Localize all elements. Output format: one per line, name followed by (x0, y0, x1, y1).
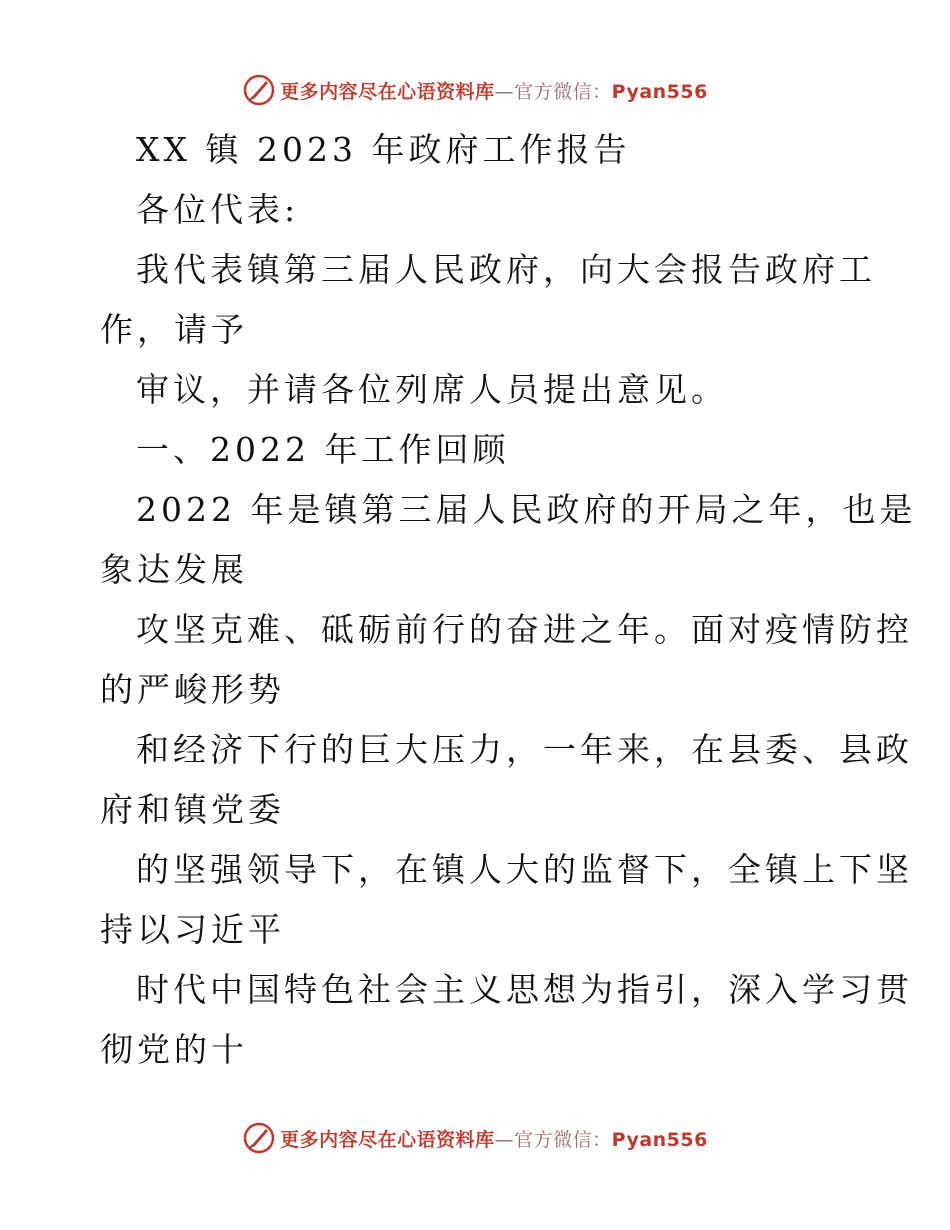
doc-line-15: 时代中国特色社会主义思想为指引，深入学习贯 (136, 970, 913, 1009)
doc-line-11: 和经济下行的巨大压力，一年来，在县委、县政 (136, 730, 913, 769)
watermark-site: 更多内容尽在心语资料库 (280, 1128, 495, 1151)
watermark-site: 更多内容尽在心语资料库 (280, 80, 495, 103)
doc-line-12: 府和镇党委 (100, 790, 285, 829)
watermark-wechat-label: 官方微信： (514, 80, 612, 103)
doc-line-3: 我代表镇第三届人民政府，向大会报告政府工 (136, 250, 876, 289)
watermark-dash: — (494, 80, 515, 103)
watermark-text (280, 77, 708, 104)
doc-line-8: 象达发展 (100, 550, 248, 589)
watermark-wechat-label: 官方微信： (514, 1128, 612, 1151)
doc-line-10: 的严峻形势 (100, 670, 285, 709)
doc-line-1: XX 镇 2023 年政府工作报告 (136, 130, 631, 169)
doc-line-6: 一、2022 年工作回顾 (136, 430, 510, 469)
quill-logo-icon (242, 1121, 276, 1155)
document-body (100, 120, 917, 1080)
doc-line-16: 彻党的十 (100, 1030, 248, 1069)
doc-line-7: 2022 年是镇第三届人民政府的开局之年，也是 (136, 490, 917, 529)
doc-line-9: 攻坚克难、砥砺前行的奋进之年。面对疫情防控 (136, 610, 913, 649)
quill-logo-icon (242, 73, 276, 107)
doc-line-13: 的坚强领导下，在镇人大的监督下，全镇上下坚 (136, 850, 913, 889)
doc-line-5: 审议，并请各位列席人员提出意见。 (136, 370, 728, 409)
watermark-wechat-id: Pyan556 (611, 1128, 708, 1151)
watermark-banner-bottom (0, 1118, 950, 1158)
doc-line-14: 持以习近平 (100, 910, 285, 949)
doc-line-4: 作，请予 (100, 310, 248, 349)
watermark-text (280, 1125, 708, 1152)
watermark-dash: — (494, 1128, 515, 1151)
watermark-banner-top (0, 70, 950, 110)
watermark-wechat-id: Pyan556 (611, 80, 708, 103)
doc-line-2: 各位代表: (136, 190, 300, 229)
